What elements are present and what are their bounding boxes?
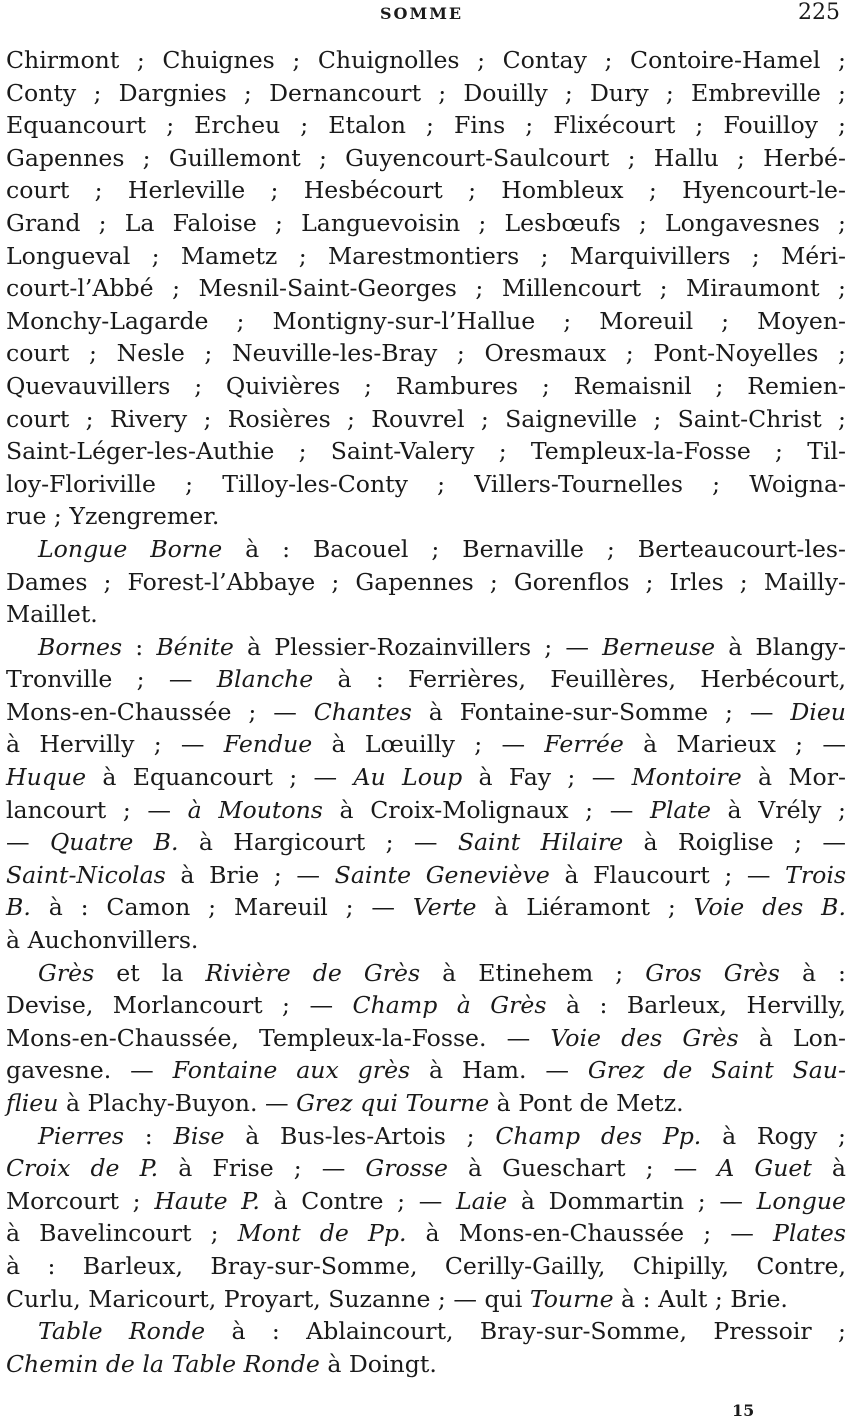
- italic-term: Plate: [649, 795, 711, 824]
- text-segment: à Ham. —: [410, 1056, 588, 1085]
- italic-term: Chantes: [313, 697, 412, 726]
- text-line: [6, 891, 846, 924]
- body-text: [6, 44, 846, 1380]
- italic-term: Longue Borne: [38, 534, 223, 563]
- italic-term: Bise: [173, 1121, 225, 1150]
- text-segment: Mons-en-Chaussée ; —: [6, 697, 314, 726]
- text-line: [6, 989, 846, 1022]
- italic-term: Chemin de la Table Ronde: [6, 1349, 320, 1378]
- italic-term: Saint-Nicolas: [6, 860, 166, 889]
- italic-term: Blanche: [216, 665, 314, 694]
- italic-term: Table Ronde: [38, 1317, 206, 1346]
- text-line: [6, 1054, 846, 1087]
- text-segment: Dames ; Forest-l’Abbaye ; Gapennes ; Gorenflos ; Irles ; Mailly-: [6, 567, 846, 596]
- italic-term: Grez de Saint Sau-: [587, 1056, 846, 1085]
- text-line: [6, 1348, 846, 1381]
- text-line: [6, 794, 846, 827]
- italic-term: Bénite: [156, 632, 234, 661]
- text-segment: court ; Rivery ; Rosières ; Rouvrel ; Saigneville ; Saint-Christ ;: [6, 404, 846, 433]
- text-segment: à : Barleux, Bray-sur-Somme, Cerilly-Gailly, Chipilly, Contre,: [6, 1251, 846, 1280]
- text-line: [6, 957, 846, 990]
- text-line: [6, 337, 846, 370]
- text-line: [6, 305, 846, 338]
- italic-term: Ferrée: [544, 730, 624, 759]
- text-segment: Devise, Morlancourt ; —: [6, 991, 353, 1020]
- text-line: [6, 533, 846, 566]
- text-line: [6, 598, 846, 631]
- italic-term: Croix de P.: [6, 1154, 159, 1183]
- text-segment: gavesne. —: [6, 1056, 173, 1085]
- text-segment: à Frise ; —: [158, 1154, 366, 1183]
- text-segment: Chirmont ; Chuignes ; Chuignolles ; Contay ; Contoire-Hamel ;: [6, 46, 846, 74]
- text-segment: à Lœuilly ; —: [312, 730, 545, 759]
- text-segment: à Brie ; —: [165, 860, 335, 889]
- text-segment: à Fontaine-sur-Somme ; —: [411, 697, 791, 726]
- text-line: [6, 1315, 846, 1348]
- italic-term: Verte: [412, 893, 477, 922]
- text-line: [6, 631, 846, 664]
- text-line: [6, 696, 846, 729]
- text-line: [6, 826, 846, 859]
- text-line: [6, 174, 846, 207]
- italic-term: Mont de Pp.: [237, 1219, 407, 1248]
- text-segment: à Hervilly ; —: [6, 730, 224, 759]
- text-segment: à Mons-en-Chaussée ; —: [406, 1219, 773, 1248]
- text-segment: Conty ; Dargnies ; Dernancourt ; Douilly ; Dury ; Embreville ;: [6, 78, 846, 107]
- text-line: [6, 859, 846, 892]
- italic-term: Pierres: [38, 1121, 125, 1150]
- text-segment: à Rogy ;: [701, 1121, 846, 1150]
- italic-term: Tourne: [529, 1284, 614, 1313]
- text-line: [6, 924, 846, 957]
- italic-term: Voie des B.: [693, 893, 846, 922]
- italic-term: Voie des Grès: [550, 1023, 739, 1052]
- text-segment: à Blangy-: [715, 632, 846, 661]
- text-segment: à Bavelincourt ;: [6, 1219, 238, 1248]
- text-segment: Mons-en-Chaussée, Templeux-la-Fosse. —: [6, 1023, 551, 1052]
- italic-term: Fendue: [223, 730, 313, 759]
- text-segment: à Hargicourt ; —: [178, 828, 458, 857]
- italic-term: Haute P.: [154, 1186, 260, 1215]
- italic-term: Berneuse: [602, 632, 716, 661]
- text-segment: à : Ablaincourt, Bray-sur-Somme, Pressoir ;: [205, 1317, 846, 1346]
- text-segment: à Vrély ;: [710, 795, 847, 824]
- text-segment: Morcourt ;: [6, 1186, 155, 1215]
- text-segment: rue ; Yzengremer.: [6, 502, 220, 531]
- text-line: [6, 142, 846, 175]
- running-title: SOMME: [380, 4, 464, 23]
- text-segment: à Contre ; —: [259, 1186, 456, 1215]
- text-line: [6, 1250, 846, 1283]
- page-number: 225: [798, 0, 840, 25]
- text-line: [6, 370, 846, 403]
- text-segment: à Liéramont ;: [476, 893, 694, 922]
- text-line: [6, 403, 846, 436]
- italic-term: Grès: [38, 958, 95, 987]
- text-segment: à : Ault ; Brie.: [613, 1284, 788, 1313]
- italic-term: Saint Hilaire: [457, 828, 624, 857]
- italic-term: Laie: [456, 1186, 508, 1215]
- text-segment: à: [811, 1154, 846, 1183]
- text-line: [6, 1217, 846, 1250]
- italic-term: Plates: [772, 1219, 847, 1248]
- text-segment: :: [122, 632, 157, 661]
- text-line: [6, 566, 846, 599]
- text-segment: à Plachy-Buyon. —: [58, 1089, 297, 1117]
- text-segment: à Lon-: [738, 1023, 846, 1052]
- text-segment: à Etinehem ;: [420, 958, 646, 987]
- text-segment: court ; Nesle ; Neuville-les-Bray ; Oresmaux ; Pont-Noyelles ;: [6, 339, 846, 368]
- text-line: [6, 728, 846, 761]
- text-segment: lancourt ; —: [6, 795, 188, 824]
- italic-term: Champ des Pp.: [495, 1121, 702, 1150]
- italic-term: Sainte Geneviève: [334, 860, 550, 889]
- text-segment: à : Bacouel ; Bernaville ; Berteaucourt-les-: [222, 534, 846, 563]
- text-segment: à Marieux ; —: [623, 730, 846, 759]
- text-segment: Monchy-Lagarde ; Montigny-sur-l’Hallue ; Moreuil ; Moyen-: [6, 306, 846, 335]
- text-line: [6, 1152, 846, 1185]
- text-segment: Saint-Léger-les-Authie ; Saint-Valery ; Templeux-la-Fosse ; Til-: [6, 437, 846, 466]
- text-segment: à : Barleux, Hervilly,: [546, 991, 846, 1020]
- text-line: [6, 663, 846, 696]
- text-line: [6, 435, 846, 468]
- text-segment: Gapennes ; Guillemont ; Guyencourt-Saulcourt ; Hallu ; Herbé-: [6, 143, 846, 172]
- text-segment: court ; Herleville ; Hesbécourt ; Hombleux ; Hyencourt-le-: [6, 176, 846, 205]
- italic-term: Bornes: [38, 632, 123, 661]
- italic-term: Gros Grès: [645, 958, 780, 987]
- text-segment: à Doingt.: [319, 1349, 437, 1378]
- text-segment: Tronville ; —: [6, 665, 217, 694]
- text-segment: à Gueschart ; —: [447, 1154, 718, 1183]
- text-segment: Quevauvillers ; Quivières ; Rambures ; Remaisnil ; Remien-: [6, 371, 846, 400]
- text-segment: à Bus-les-Artois ;: [224, 1121, 496, 1150]
- signature-mark: 15: [732, 1401, 755, 1420]
- italic-term: Grosse: [365, 1154, 448, 1183]
- text-line: [6, 240, 846, 273]
- italic-term: Longue: [756, 1186, 846, 1215]
- text-segment: à Equancourt ; —: [86, 763, 354, 792]
- text-segment: Equancourt ; Ercheu ; Etalon ; Fins ; Flixécourt ; Fouilloy ;: [6, 111, 846, 140]
- italic-term: Montoire: [631, 763, 742, 792]
- italic-term: Trois: [785, 860, 847, 889]
- italic-term: Huque: [6, 763, 87, 792]
- text-line: [6, 1120, 846, 1153]
- text-line: [6, 761, 846, 794]
- text-segment: à Dommartin ; —: [507, 1186, 757, 1215]
- text-segment: :: [124, 1121, 174, 1150]
- italic-term: à Moutons: [187, 795, 323, 824]
- italic-term: A Guet: [717, 1154, 812, 1183]
- italic-term: flieu: [6, 1089, 59, 1117]
- text-segment: Longueval ; Mametz ; Marestmontiers ; Marquivillers ; Méri-: [6, 241, 846, 270]
- text-segment: à Fay ; —: [462, 763, 632, 792]
- italic-term: Dieu: [790, 697, 846, 726]
- italic-term: Fontaine aux grès: [172, 1056, 411, 1085]
- text-line: [6, 109, 846, 142]
- text-line: [6, 1087, 846, 1120]
- text-segment: à Pont de Metz.: [489, 1089, 684, 1117]
- italic-term: Champ à Grès: [352, 991, 547, 1020]
- italic-term: B.: [6, 893, 31, 922]
- italic-term: Rivière de Grès: [205, 958, 421, 987]
- text-segment: Curlu, Maricourt, Proyart, Suzanne ; — qui: [6, 1284, 530, 1313]
- text-line: [6, 500, 846, 533]
- text-segment: —: [6, 828, 50, 857]
- text-segment: à :: [779, 958, 846, 987]
- text-line: [6, 77, 846, 110]
- italic-term: Quatre B.: [49, 828, 179, 857]
- text-segment: à Mor-: [741, 763, 846, 792]
- italic-term: Au Loup: [353, 763, 463, 792]
- text-segment: à Flaucourt ; —: [549, 860, 786, 889]
- text-segment: court-l’Abbé ; Mesnil-Saint-Georges ; Millencourt ; Miraumont ;: [6, 274, 846, 303]
- text-segment: à : Ferrières, Feuillères, Herbécourt,: [313, 665, 846, 694]
- text-line: [6, 272, 846, 305]
- text-line: [6, 1283, 846, 1316]
- text-segment: à Roiglise ; —: [623, 828, 846, 857]
- text-segment: à Auchonvillers.: [6, 926, 199, 955]
- page-header: [0, 0, 848, 28]
- text-segment: loy-Floriville ; Tilloy-les-Conty ; Villers-Tournelles ; Woigna-: [6, 469, 846, 498]
- text-line: [6, 1185, 846, 1218]
- text-line: [6, 44, 846, 77]
- text-segment: à : Camon ; Mareuil ; —: [30, 893, 413, 922]
- text-segment: à Plessier-Rozainvillers ; —: [233, 632, 603, 661]
- text-line: [6, 468, 846, 501]
- text-segment: Grand ; La Faloise ; Languevoisin ; Lesbœufs ; Longavesnes ;: [6, 208, 846, 237]
- text-segment: Maillet.: [6, 600, 98, 629]
- text-line: [6, 1022, 846, 1055]
- text-segment: et la: [94, 958, 206, 987]
- text-line: [6, 207, 846, 240]
- italic-term: Grez qui Tourne: [296, 1089, 490, 1117]
- text-segment: à Croix-Molignaux ; —: [322, 795, 650, 824]
